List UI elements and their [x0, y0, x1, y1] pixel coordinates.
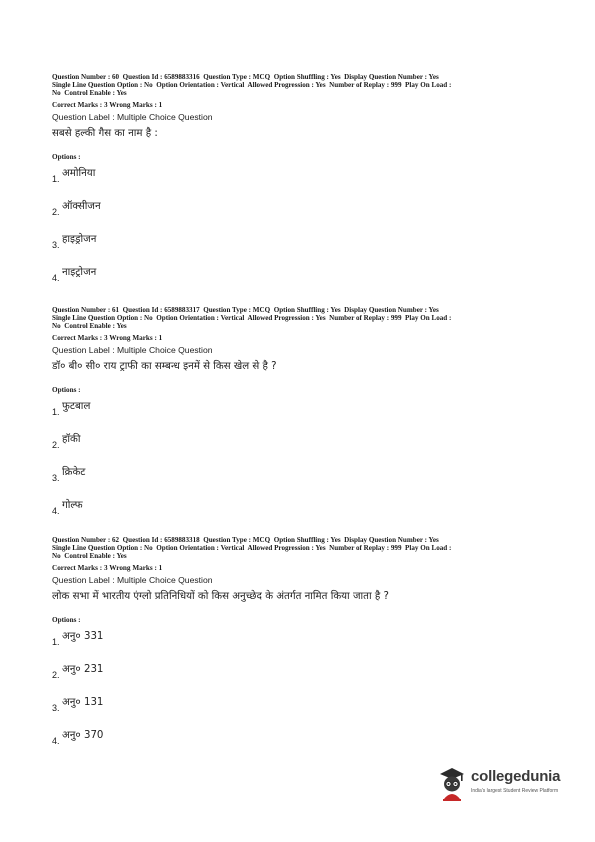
- question-meta: Question Number : 62 Question Id : 6589883318 Question Type : MCQ Option Shuffling : Yes Display Question Number : Yes Single Line Question Option : No Option Orientation : Vertical Allowed Progression : Yes Number of Replay : 999 Play On Load : No Control Enable : Yes: [52, 536, 452, 560]
- option-text: अनु० 370: [62, 730, 104, 741]
- question-meta: Question Number : 61 Question Id : 6589883317 Question Type : MCQ Option Shuffling : Yes Display Question Number : Yes Single Line Question Option : No Option Orientation : Vertical Allowed Progression : Yes Number of Replay : 999 Play On Load : No Control Enable : Yes: [52, 306, 452, 330]
- option-text: ऑक्सीजन: [62, 201, 101, 212]
- option-item: [52, 464, 552, 497]
- question-meta: Question Number : 60 Question Id : 6589883316 Question Type : MCQ Option Shuffling : Yes Display Question Number : Yes Single Line Question Option : No Option Orientation : Vertical Allowed Progression : Yes Number of Replay : 999 Play On Load : No Control Enable : Yes: [52, 73, 452, 97]
- option-text: अमोनिया: [62, 168, 96, 179]
- option-item: [52, 661, 552, 694]
- option-text: हाइड्रोजन: [62, 234, 97, 245]
- option-text: अनु० 231: [62, 664, 104, 675]
- question-marks: Correct Marks : 3 Wrong Marks : 1: [52, 564, 163, 572]
- logo-tagline: India's largest Student Review Platform: [471, 788, 559, 794]
- option-number: 3.: [52, 703, 60, 713]
- option-number: 1.: [52, 637, 60, 647]
- question-text: डॉ० बी० सी० राय ट्राफी का सम्बन्ध इनमें से किस खेल से है ?: [52, 361, 277, 372]
- option-item: [52, 398, 552, 431]
- options-heading: Options :: [52, 616, 81, 624]
- option-item: [52, 198, 552, 231]
- option-item: [52, 264, 552, 297]
- option-item: [52, 628, 552, 661]
- option-text: अनु० 131: [62, 697, 104, 708]
- question-text: सबसे हल्की गैस का नाम है :: [52, 128, 158, 139]
- option-number: 3.: [52, 473, 60, 483]
- option-number: 4.: [52, 736, 60, 746]
- question-marks: Correct Marks : 3 Wrong Marks : 1: [52, 101, 163, 109]
- options-list: [52, 628, 552, 760]
- option-item: [52, 497, 552, 530]
- option-number: 4.: [52, 273, 60, 283]
- question-label: Question Label : Multiple Choice Question: [52, 575, 213, 585]
- option-number: 1.: [52, 174, 60, 184]
- option-number: 1.: [52, 407, 60, 417]
- question-label: Question Label : Multiple Choice Question: [52, 112, 213, 122]
- question-block-60: [52, 73, 552, 297]
- option-text: अनु० 331: [62, 631, 104, 642]
- option-text: नाइट्रोजन: [62, 267, 97, 278]
- question-text: लोक सभा में भारतीय एंग्लो प्रतिनिधियों को किस अनुच्छेद के अंतर्गत नामित किया जाता है ?: [52, 591, 389, 602]
- option-text: गोल्फ: [62, 500, 83, 511]
- option-item: [52, 231, 552, 264]
- option-text: क्रिकेट: [62, 467, 86, 478]
- question-block-62: [52, 536, 552, 760]
- question-marks: Correct Marks : 3 Wrong Marks : 1: [52, 334, 163, 342]
- options-heading: Options :: [52, 386, 81, 394]
- option-number: 4.: [52, 506, 60, 516]
- option-number: 2.: [52, 440, 60, 450]
- option-item: [52, 727, 552, 760]
- option-text: फुटबाल: [62, 401, 91, 412]
- options-list: [52, 165, 552, 297]
- option-number: 2.: [52, 670, 60, 680]
- collegedunia-logo: [437, 763, 587, 808]
- question-block-61: [52, 306, 552, 530]
- graduate-mascot-icon: [437, 765, 467, 801]
- option-number: 2.: [52, 207, 60, 217]
- option-item: [52, 694, 552, 727]
- options-list: [52, 398, 552, 530]
- options-heading: Options :: [52, 153, 81, 161]
- logo-wordmark: collegedunia: [471, 768, 561, 785]
- option-item: [52, 431, 552, 464]
- option-item: [52, 165, 552, 198]
- option-number: 3.: [52, 240, 60, 250]
- question-label: Question Label : Multiple Choice Question: [52, 345, 213, 355]
- option-text: हॉकी: [62, 434, 81, 445]
